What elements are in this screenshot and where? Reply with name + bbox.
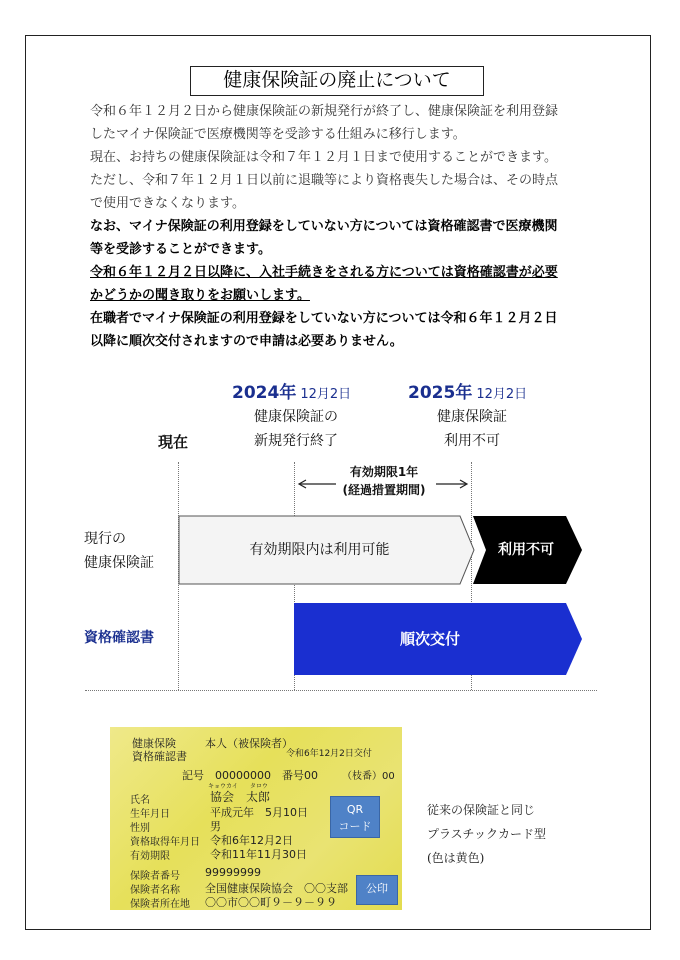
card-birth-label: 生年月日 bbox=[130, 809, 170, 820]
card-insurer-number-label: 保険者番号 bbox=[130, 871, 180, 882]
milestone-2024-year: 2024年 bbox=[232, 383, 297, 403]
card-name-label: 氏名 bbox=[130, 795, 150, 806]
card-sex-value: 男 bbox=[210, 820, 221, 833]
paragraph-line: 令和６年１２月２日から健康保険証の新規発行が終了し、健康保険証を利用登録 bbox=[90, 104, 559, 119]
notice-line: 在職者でマイナ保険証の利用登録をしていない方については令和６年１２月２日 bbox=[90, 311, 558, 326]
underlined-notice-line: 令和６年１２月２日以降に、入社手続きをされる方については資格確認書が必要 bbox=[90, 265, 558, 280]
card-title-1: 健康保険 bbox=[132, 737, 176, 750]
current-card-row-label-line1: 現行の bbox=[84, 531, 126, 547]
card-name-value: 協会 太郎 bbox=[210, 790, 271, 804]
card-note-line1: 従来の保険証と同じ bbox=[427, 803, 536, 817]
card-furigana: キョウカイ タロウ bbox=[208, 783, 268, 790]
notice-line: 等を受診することができます。 bbox=[90, 242, 271, 257]
qualification-certificate-card bbox=[110, 727, 402, 910]
card-insurer-name-label: 保険者名称 bbox=[130, 885, 180, 896]
qr-code-placeholder bbox=[330, 796, 380, 838]
milestone-2024-line2: 新規発行終了 bbox=[254, 433, 338, 449]
paragraph-line: で使用できなくなります。 bbox=[90, 196, 245, 211]
qr-code-line2: コード bbox=[338, 820, 372, 833]
card-expiry-label: 有効期限 bbox=[130, 851, 170, 862]
card-sex-label: 性別 bbox=[130, 823, 150, 834]
certificate-issue-text: 順次交付 bbox=[399, 630, 460, 648]
underlined-notice-line: かどうかの聞き取りをお願いします。 bbox=[90, 288, 310, 303]
certificate-row-label: 資格確認書 bbox=[84, 630, 154, 646]
milestone-2024-line1: 健康保険証の bbox=[254, 409, 338, 425]
transition-period-line1: 有効期限1年 bbox=[349, 465, 419, 479]
period-arrow bbox=[299, 480, 467, 488]
current-card-valid-text: 有効期限内は利用可能 bbox=[249, 542, 390, 558]
card-insurer-address-value: 〇〇市〇〇町９－９－９９ bbox=[205, 896, 337, 909]
current-card-row-label-line2: 健康保険証 bbox=[84, 555, 154, 571]
milestone-2025-line2: 利用不可 bbox=[444, 433, 500, 449]
milestone-2024-date: 12月2日 bbox=[300, 387, 352, 402]
card-expiry-value: 令和11年11月30日 bbox=[210, 848, 307, 861]
card-birth-value: 平成元年 5月10日 bbox=[210, 806, 308, 819]
card-note-line3: (色は黄色) bbox=[427, 851, 485, 865]
transition-period-line2: (経過措置期間) bbox=[342, 483, 426, 497]
paragraph-line: したマイナ保険証で医療機関等を受診する仕組みに移行します。 bbox=[90, 127, 466, 142]
card-note-line2: プラスチックカード型 bbox=[427, 827, 547, 841]
card-insurer-address-label: 保険者所在地 bbox=[130, 899, 190, 910]
card-holder-type: 本人（被保険者） bbox=[205, 737, 293, 750]
official-seal: 公印 bbox=[356, 875, 398, 905]
milestone-2025-line1: 健康保険証 bbox=[437, 409, 507, 425]
paragraph-line: 現在、お持ちの健康保険証は令和７年１２月１日まで使用することができます。 bbox=[90, 150, 557, 165]
current-card-unusable-text: 利用不可 bbox=[498, 542, 554, 558]
milestone-2025-year: 2025年 bbox=[408, 383, 473, 403]
card-edaban: （枝番）00 bbox=[342, 771, 395, 782]
paragraph-line: ただし、令和７年１２月１日以前に退職等により資格喪失した場合は、その時点 bbox=[90, 173, 559, 188]
card-title-2: 資格確認書 bbox=[132, 750, 187, 763]
now-label: 現在 bbox=[158, 433, 189, 451]
card-issue-date: 令和6年12月2日交付 bbox=[286, 749, 372, 759]
card-note bbox=[427, 798, 546, 870]
card-kigo-number: 記号 00000000 番号00 bbox=[182, 769, 318, 782]
card-acquisition-label: 資格取得年月日 bbox=[130, 837, 200, 848]
current-card-row-label bbox=[84, 527, 154, 575]
notice-line: 以降に順次交付されますので申請は必要ありません。 bbox=[90, 334, 403, 349]
card-insurer-name-value: 全国健康保険協会 〇〇支部 bbox=[205, 882, 348, 895]
qr-code-line1: QR bbox=[346, 803, 364, 816]
notice-line: なお、マイナ保険証の利用登録をしていない方については資格確認書で医療機関 bbox=[90, 219, 558, 234]
card-insurer-number-value: 99999999 bbox=[205, 866, 261, 879]
page-title: 健康保険証の廃止について bbox=[190, 66, 484, 96]
card-acquisition-value: 令和6年12月2日 bbox=[210, 834, 293, 847]
milestone-2025-date: 12月2日 bbox=[476, 387, 528, 402]
